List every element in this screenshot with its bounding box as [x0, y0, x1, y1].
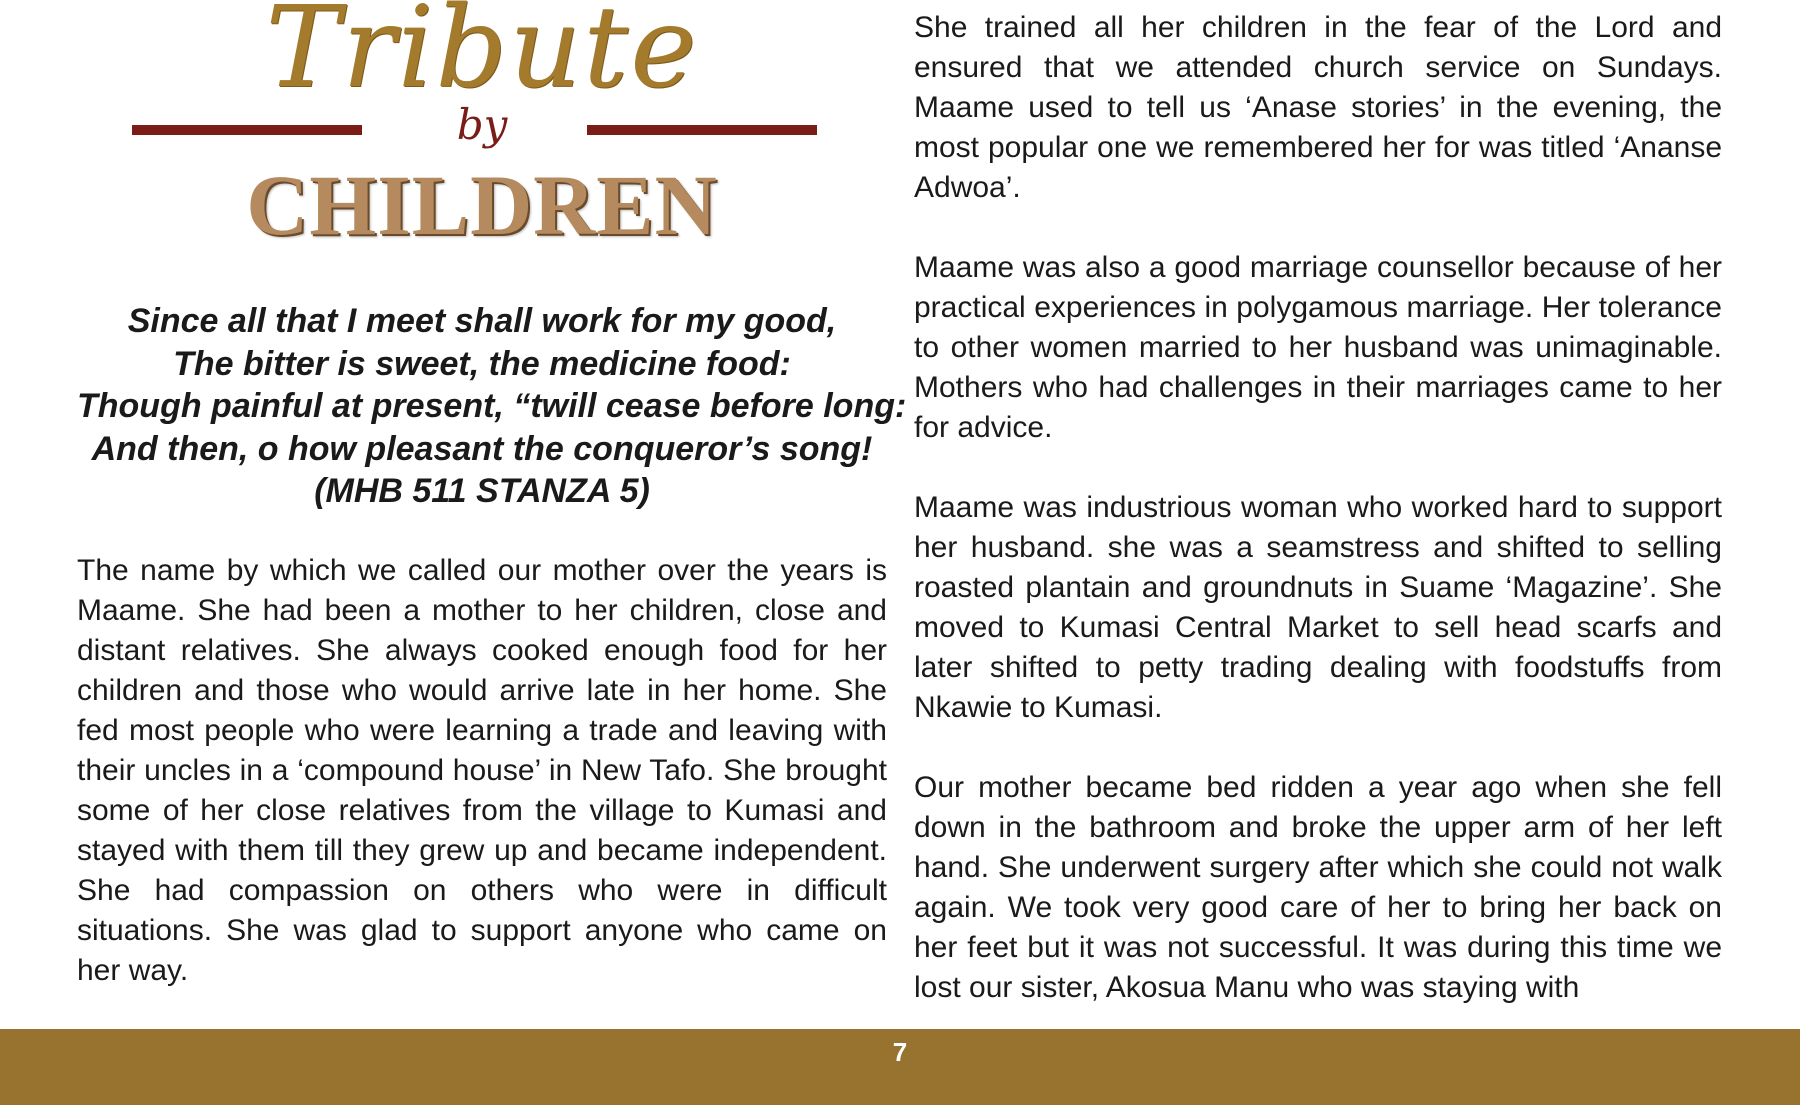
verse-line: The bitter is sweet, the medicine food:: [173, 344, 791, 383]
heading-children-word: CHILDREN: [246, 157, 718, 253]
right-column: [914, 8, 1722, 1008]
heading-by-word: by: [456, 100, 508, 149]
left-column: [77, 0, 907, 991]
tribute-heading: [77, 0, 887, 270]
left-body-paragraph: The name by which we called our mother over the years is Maame. She had been a mother to her children, close and distant relatives. She always cooked enough food for her children and those who would arrive late in her home. She fed most people who were learning a trade and leaving with their uncles in a ‘compound house’ in New Tafo. She brought some of her close relatives from the village to Kumasi and stayed with them till they grew up and became independent. She had compassion on others who were in difficult situations. She was glad to support anyone who came on her way.: [77, 553, 887, 987]
verse-line: And then, o how pleasant the conqueror’s song!: [91, 429, 873, 468]
verse-line: Since all that I meet shall work for my good,: [127, 302, 837, 340]
page-number: 7: [892, 1037, 908, 1067]
tribute-script-title: Tribute: [265, 0, 699, 113]
right-body-paragraph: Maame was industrious woman who worked hard to support her husband. she was a seamstress and shifted to selling roasted plantain and groundnuts in Suame ‘Magazine’. She moved to Kumasi Central Market to sell head scarfs and later shifted to petty trading dealing with foodstuffs from Nkawie to Kumasi.: [914, 491, 1722, 724]
right-body-paragraph: She trained all her children in the fear of the Lord and ensured that we attended church service on Sundays. Maame used to tell us ‘Anase stories’ in the evening, the most popular one we remembered her for was titled ‘Ananse Adwoa’.: [914, 11, 1722, 204]
hymn-verse: [77, 300, 907, 513]
right-body-paragraph: Our mother became bed ridden a year ago when she fell down in the bathroom and broke the upper arm of her left hand. She underwent surgery after which she could not walk again. We took very good care of her to bring her back on her feet but it was not successful. It was during this time we lost our sister, Akosua Manu who was staying with: [914, 771, 1722, 1004]
verse-line: Though painful at present, “twill cease before long:: [77, 387, 907, 425]
footer-band: [0, 1029, 1800, 1105]
right-body-paragraph: Maame was also a good marriage counsellor because of her practical experiences in polygamous marriage. Her tolerance to other women married to her husband was unimaginable. Mothers who had challenges in their marriages came to her for advice.: [914, 251, 1722, 444]
verse-reference: (MHB 511 STANZA 5): [314, 472, 650, 510]
